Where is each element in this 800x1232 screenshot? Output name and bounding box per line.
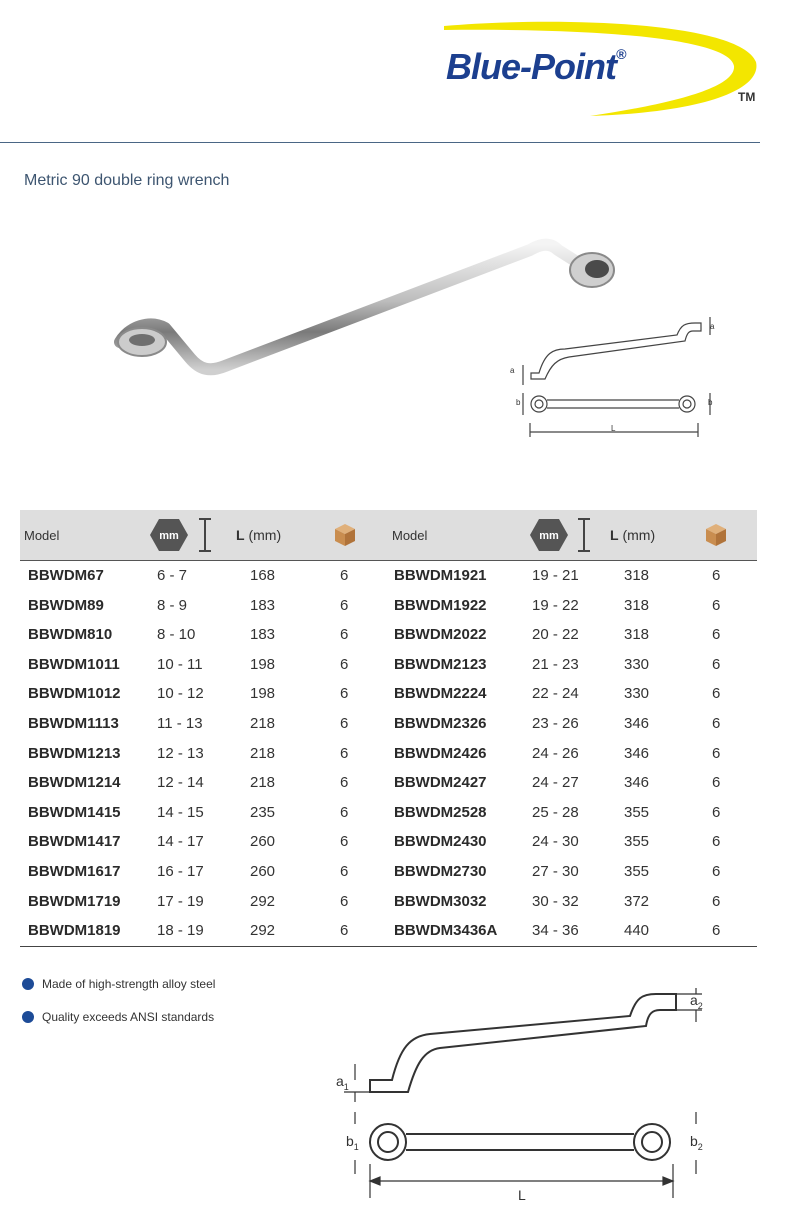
table-row [20,709,757,739]
left-length-cell: 292 [250,892,276,910]
left-qty-cell: 6 [340,596,349,614]
table-row [20,620,757,650]
right-model-cell: BBWDM3436A [394,922,498,940]
right-length-cell: 355 [624,862,650,880]
right-size-cell: 24 - 26 [532,744,579,762]
right-length-cell: 318 [624,567,650,584]
left-size-cell: 8 - 9 [157,596,188,614]
table-row [20,857,757,887]
right-size-cell: 27 - 30 [532,862,579,880]
left-size-cell: 17 - 19 [157,892,204,910]
dimension-diagram-large [330,988,730,1210]
page-title: Metric 90 double ring wrench [24,172,230,189]
right-length-cell: 318 [624,626,650,644]
table-row [20,679,757,709]
left-length-cell: 260 [250,833,276,851]
table-row [20,591,757,621]
left-qty-cell: 6 [340,655,349,673]
right-size-cell: 19 - 22 [532,596,579,614]
bullet-dot-icon [22,1011,34,1023]
left-model-cell: BBWDM1011 [28,655,120,673]
left-size-cell: 11 - 13 [157,714,203,732]
right-length-cell: 330 [624,655,650,673]
left-size-cell: 14 - 17 [157,833,204,851]
hexagon-mm-icon [150,510,188,560]
b1-label: b [516,398,521,407]
feature-item: Made of high-strength alloy steel [22,974,215,994]
svg-text:a2: $a_2$ [690,992,703,1011]
right-model-cell: BBWDM2224 [394,685,487,703]
left-qty-cell: 6 [340,626,349,644]
table-header [20,510,757,561]
left-length-cell: 260 [250,862,276,880]
table-body [20,561,757,946]
b2-label: b [708,398,713,407]
left-length-cell: 168 [250,567,276,584]
brand-wordmark: Blue-Point® [446,46,626,87]
left-model-cell: BBWDM1113 [28,714,119,732]
left-size-cell: 6 - 7 [157,567,188,584]
left-model-cell: BBWDM1719 [28,892,121,910]
right-qty-cell: 6 [712,596,721,614]
right-size-cell: 22 - 24 [532,685,579,703]
table-bottom-rule [20,946,757,947]
right-length-cell: 355 [624,833,650,851]
right-model-cell: BBWDM2326 [394,714,487,732]
right-model-cell: BBWDM2123 [394,655,487,673]
left-model-cell: BBWDM1617 [28,862,121,880]
left-length-cell: 183 [250,596,276,614]
right-size-cell: 25 - 28 [532,803,579,821]
table-row [20,561,757,591]
right-qty-cell: 6 [712,803,721,821]
left-length-cell: 218 [250,714,276,732]
left-qty-cell: 6 [340,862,349,880]
right-size-cell: 21 - 23 [532,655,579,673]
left-qty-cell: 6 [340,685,349,703]
left-qty-cell: 6 [340,833,349,851]
dimension-diagram-small [505,305,725,445]
right-size-cell: 19 - 21 [532,567,579,584]
left-size-cell: 10 - 11 [157,655,203,673]
table-row [20,768,757,798]
table-row [20,916,757,946]
left-model-cell: BBWDM1415 [28,803,121,821]
left-length-cell: 198 [250,685,276,703]
feature-item: Quality exceeds ANSI standards [22,1007,215,1027]
svg-text:b2: $b_2$ [690,1133,703,1152]
right-model-cell: BBWDM2430 [394,833,487,851]
left-model-cell: BBWDM89 [28,596,104,614]
left-qty-cell: 6 [340,567,349,584]
right-length-cell: 346 [624,774,650,792]
right-size-cell: 20 - 22 [532,626,579,644]
right-size-cell: 24 - 30 [532,833,579,851]
i-beam-icon [197,510,213,560]
left-size-cell: 16 - 17 [157,862,204,880]
left-length-cell: 218 [250,744,276,762]
svg-text:a1: $a_1$ [336,1073,349,1092]
left-model-cell: BBWDM1819 [28,922,121,940]
svg-text:L: L [518,1187,526,1203]
table-row [20,827,757,857]
right-qty-cell: 6 [712,922,721,940]
trademark-label: TM [738,90,756,104]
left-qty-cell: 6 [340,803,349,821]
right-model-cell: BBWDM2730 [394,862,487,880]
right-model-cell: BBWDM3032 [394,892,487,910]
left-model-cell: BBWDM1213 [28,744,121,762]
right-qty-cell: 6 [712,774,721,792]
header-model-right: Model [392,527,428,543]
right-qty-cell: 6 [712,833,721,851]
table-row [20,739,757,769]
right-qty-cell: 6 [712,862,721,880]
left-length-cell: 183 [250,626,276,644]
left-model-cell: BBWDM1012 [28,685,121,703]
left-size-cell: 8 - 10 [157,626,196,644]
header-model-left: Model [24,527,60,543]
left-qty-cell: 6 [340,774,349,792]
right-model-cell: BBWDM2426 [394,744,487,762]
svg-text:mm: mm [539,530,559,542]
left-model-cell: BBWDM1214 [28,774,121,792]
left-length-cell: 235 [250,803,276,821]
svg-text:mm: mm [159,530,179,542]
left-size-cell: 12 - 14 [157,774,204,792]
table-row [20,798,757,828]
right-size-cell: 30 - 32 [532,892,579,910]
svg-text:b1: $b_1$ [346,1133,359,1152]
right-length-cell: 346 [624,744,650,762]
feature-list [22,974,215,1040]
header-length-right: L (mm) [610,527,656,543]
right-model-cell: BBWDM1921 [394,567,487,584]
box-icon [333,510,357,560]
left-length-cell: 198 [250,655,276,673]
left-size-cell: 18 - 19 [157,922,204,940]
right-qty-cell: 6 [712,714,721,732]
right-model-cell: BBWDM2528 [394,803,487,821]
header-length-left: L (mm) [236,527,282,543]
right-length-cell: 440 [624,922,650,940]
right-model-cell: BBWDM2427 [394,774,487,792]
right-length-cell: 355 [624,803,650,821]
bullet-dot-icon [22,978,34,990]
right-size-cell: 34 - 36 [532,922,579,940]
hexagon-mm-icon [530,510,568,560]
length-label: L [611,424,616,433]
right-qty-cell: 6 [712,744,721,762]
right-model-cell: BBWDM1922 [394,596,487,614]
right-qty-cell: 6 [712,685,721,703]
left-model-cell: BBWDM1417 [28,833,121,851]
left-length-cell: 292 [250,922,276,940]
right-qty-cell: 6 [712,626,721,644]
right-qty-cell: 6 [712,892,721,910]
a2-label: a [710,322,715,331]
a1-label: a [510,366,515,375]
right-length-cell: 372 [624,892,650,910]
right-length-cell: 318 [624,596,650,614]
left-model-cell: BBWDM67 [28,567,104,584]
i-beam-icon [576,510,592,560]
left-qty-cell: 6 [340,744,349,762]
right-size-cell: 23 - 26 [532,714,579,732]
left-size-cell: 14 - 15 [157,803,204,821]
right-length-cell: 346 [624,714,650,732]
left-model-cell: BBWDM810 [28,626,113,644]
left-qty-cell: 6 [340,714,349,732]
left-qty-cell: 6 [340,922,349,940]
right-length-cell: 330 [624,685,650,703]
right-size-cell: 24 - 27 [532,774,579,792]
right-qty-cell: 6 [712,567,721,584]
header [0,0,760,143]
left-qty-cell: 6 [340,892,349,910]
left-size-cell: 12 - 13 [157,744,204,762]
right-qty-cell: 6 [712,655,721,673]
left-length-cell: 218 [250,774,276,792]
table-row [20,650,757,680]
spec-table [20,510,757,947]
right-model-cell: BBWDM2022 [394,626,487,644]
left-size-cell: 10 - 12 [157,685,204,703]
table-row [20,887,757,917]
box-icon [704,510,728,560]
